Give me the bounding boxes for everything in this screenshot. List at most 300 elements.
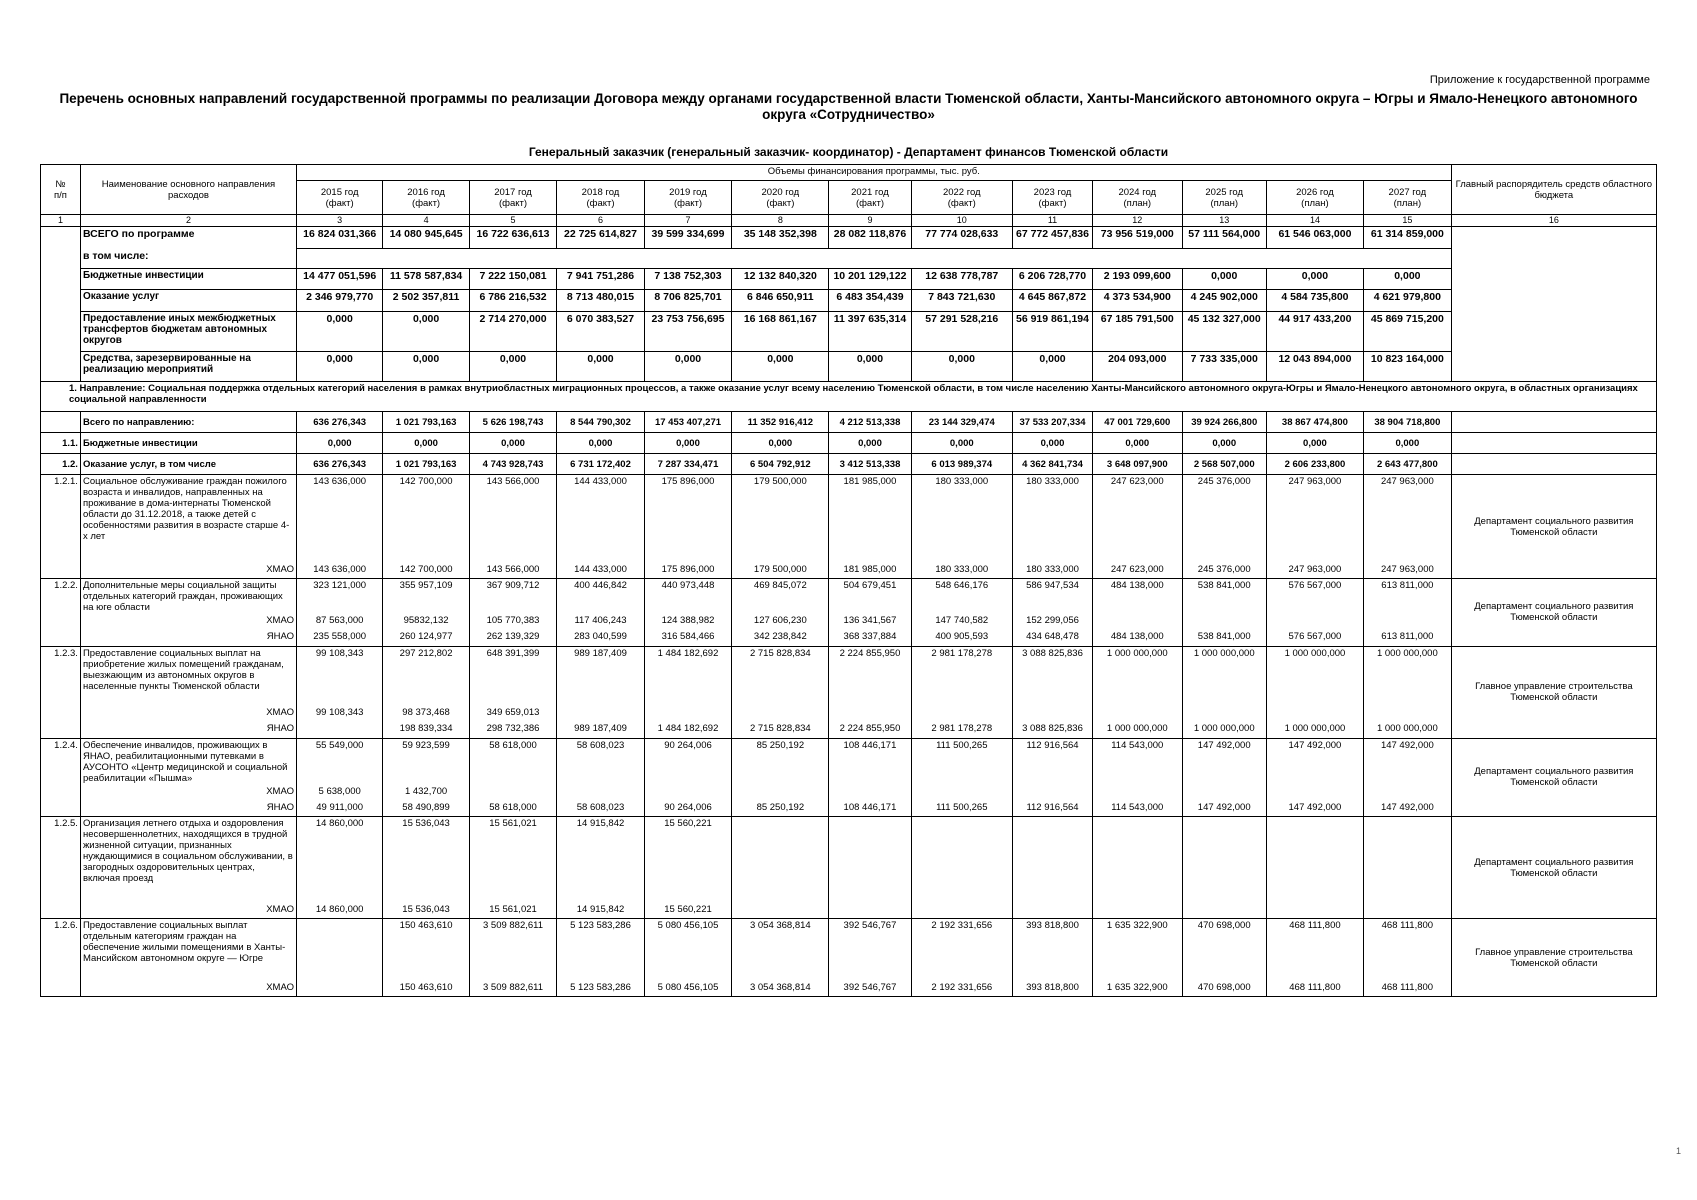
- value-cell: 61 546 063,000: [1266, 227, 1363, 249]
- value-cell: 3 054 368,814: [732, 981, 829, 997]
- value-cell: 2 193 099,600: [1092, 269, 1182, 290]
- value-cell: [1182, 903, 1266, 919]
- value-cell: [557, 706, 644, 722]
- manager-cell: Департамент социального развития Тюменской области: [1451, 817, 1656, 919]
- including-row: [41, 249, 1657, 269]
- item-name: Предоставление социальных выплат отдельным категориям граждан на обеспечение жилыми помещениями в Ханты-Мансийском автономном округе — Югре: [80, 919, 296, 981]
- value-cell: 0,000: [469, 352, 556, 382]
- direction-heading-row: [41, 382, 1657, 412]
- item-number: 1.2.2.: [41, 579, 81, 647]
- value-cell: 4 245 902,000: [1182, 290, 1266, 312]
- value-cell: 114 543,000: [1092, 801, 1182, 817]
- region-row: [41, 801, 1657, 817]
- value-cell: [1266, 903, 1363, 919]
- item-number: 1.2.4.: [41, 738, 81, 817]
- value-cell: 143 636,000: [296, 563, 382, 579]
- value-cell: 143 636,000: [296, 475, 382, 563]
- item-name: Организация летнего отдыха и оздоровления несовершеннолетних, находящихся в трудной жизненной ситуации, признанных нуждающимися в социальном обслуживании, в загородных оздоровительных центрах, включая проезд: [80, 817, 296, 903]
- year-header: 2016 год (факт): [383, 181, 469, 215]
- value-cell: 7 843 721,630: [911, 290, 1013, 312]
- value-cell: 112 916,564: [1013, 738, 1093, 785]
- column-number: 6: [557, 215, 644, 227]
- value-cell: 2 643 477,800: [1364, 454, 1452, 475]
- item-row: [41, 475, 1657, 563]
- value-cell: 38 867 474,800: [1266, 412, 1363, 433]
- value-cell: 2 714 270,000: [469, 312, 556, 352]
- region-label: ХМАО: [80, 563, 296, 579]
- table-body: [41, 165, 1657, 997]
- value-cell: 15 561,021: [469, 903, 556, 919]
- value-cell: [911, 785, 1013, 801]
- value-cell: 23 144 329,474: [911, 412, 1013, 433]
- value-cell: 3 412 513,338: [829, 454, 911, 475]
- column-number: 1: [41, 215, 81, 227]
- value-cell: 150 463,610: [383, 919, 469, 981]
- value-cell: 6 786 216,532: [469, 290, 556, 312]
- value-cell: 147 492,000: [1182, 738, 1266, 785]
- total-row: [41, 227, 1657, 249]
- year-header: 2025 год (план): [1182, 181, 1266, 215]
- value-cell: 484 138,000: [1092, 630, 1182, 646]
- value-cell: 1 635 322,900: [1092, 981, 1182, 997]
- value-cell: [1364, 706, 1452, 722]
- value-cell: 5 080 456,105: [644, 919, 731, 981]
- value-cell: 150 463,610: [383, 981, 469, 997]
- header-name: Наименование основного направления расходов: [80, 165, 296, 215]
- manager-cell: Департамент социального развития Тюменской области: [1451, 738, 1656, 817]
- column-number: 3: [296, 215, 382, 227]
- item-name: Социальное обслуживание граждан пожилого возраста и инвалидов, направленных на проживание в дома-интернаты Тюменской области до 31.12.2018, а также детей с особенностями развития в возрасте старше 4-х лет: [80, 475, 296, 563]
- value-cell: 648 391,399: [469, 646, 556, 706]
- value-cell: 4 743 928,743: [469, 454, 556, 475]
- value-cell: 2 715 828,834: [732, 722, 829, 738]
- empty-cell: [296, 249, 1451, 269]
- value-cell: 0,000: [296, 312, 382, 352]
- value-cell: [644, 706, 731, 722]
- totals-label: Средства, зарезервированные на реализацию мероприятий: [80, 352, 296, 382]
- value-cell: 5 123 583,286: [557, 981, 644, 997]
- value-cell: 0,000: [732, 352, 829, 382]
- value-cell: 0,000: [1182, 433, 1266, 454]
- total-manager-cell: [1451, 227, 1656, 382]
- year-header: 2020 год (факт): [732, 181, 829, 215]
- value-cell: 0,000: [557, 352, 644, 382]
- region-row: [41, 785, 1657, 801]
- value-cell: 440 973,448: [644, 579, 731, 615]
- year-header: 2024 год (план): [1092, 181, 1182, 215]
- region-label: ХМАО: [80, 903, 296, 919]
- value-cell: 22 725 614,827: [557, 227, 644, 249]
- value-cell: 58 490,899: [383, 801, 469, 817]
- totals-row: [41, 269, 1657, 290]
- value-cell: 147 492,000: [1266, 738, 1363, 785]
- item-row: [41, 579, 1657, 615]
- value-cell: [732, 706, 829, 722]
- value-cell: 111 500,265: [911, 738, 1013, 785]
- item-row: [41, 738, 1657, 785]
- column-number: 14: [1266, 215, 1363, 227]
- value-cell: 0,000: [644, 352, 731, 382]
- column-number: 8: [732, 215, 829, 227]
- value-cell: 44 917 433,200: [1266, 312, 1363, 352]
- value-cell: [1364, 785, 1452, 801]
- value-cell: 16 722 636,613: [469, 227, 556, 249]
- value-cell: 297 212,802: [383, 646, 469, 706]
- value-cell: 8 713 480,015: [557, 290, 644, 312]
- value-cell: [829, 903, 911, 919]
- value-cell: 12 043 894,000: [1266, 352, 1363, 382]
- empty-cell: [41, 412, 81, 433]
- item-row: [41, 817, 1657, 903]
- value-cell: 504 679,451: [829, 579, 911, 615]
- value-cell: 58 608,023: [557, 738, 644, 785]
- total-label: ВСЕГО по программе: [80, 227, 296, 249]
- value-cell: 470 698,000: [1182, 981, 1266, 997]
- value-cell: 0,000: [1092, 433, 1182, 454]
- column-number: 16: [1451, 215, 1656, 227]
- value-cell: 468 111,800: [1364, 919, 1452, 981]
- value-cell: 393 818,800: [1013, 919, 1093, 981]
- value-cell: 108 446,171: [829, 801, 911, 817]
- direction-total-label: Всего по направлению:: [80, 412, 296, 433]
- value-cell: 181 985,000: [829, 563, 911, 579]
- year-header: 2015 год (факт): [296, 181, 382, 215]
- value-cell: 85 250,192: [732, 738, 829, 785]
- value-cell: 0,000: [1266, 433, 1363, 454]
- value-cell: 468 111,800: [1364, 981, 1452, 997]
- value-cell: 0,000: [1364, 433, 1452, 454]
- value-cell: 14 860,000: [296, 817, 382, 903]
- value-cell: 11 352 916,412: [732, 412, 829, 433]
- value-cell: 147 492,000: [1364, 801, 1452, 817]
- value-cell: 59 923,599: [383, 738, 469, 785]
- value-cell: 3 088 825,836: [1013, 646, 1093, 706]
- value-cell: 3 509 882,611: [469, 981, 556, 997]
- value-cell: [1266, 785, 1363, 801]
- value-cell: 392 546,767: [829, 919, 911, 981]
- value-cell: [911, 903, 1013, 919]
- value-cell: 2 192 331,656: [911, 981, 1013, 997]
- value-cell: 12 638 778,787: [911, 269, 1013, 290]
- value-cell: 468 111,800: [1266, 919, 1363, 981]
- value-cell: [1364, 817, 1452, 903]
- value-cell: 179 500,000: [732, 475, 829, 563]
- value-cell: 10 201 129,122: [829, 269, 911, 290]
- value-cell: 144 433,000: [557, 563, 644, 579]
- value-cell: 180 333,000: [911, 563, 1013, 579]
- value-cell: 262 139,329: [469, 630, 556, 646]
- value-cell: 470 698,000: [1182, 919, 1266, 981]
- value-cell: 636 276,343: [296, 454, 382, 475]
- value-cell: 14 080 945,645: [383, 227, 469, 249]
- totals-row: [41, 290, 1657, 312]
- row-number: 1.1.: [41, 433, 81, 454]
- value-cell: 434 648,478: [1013, 630, 1093, 646]
- value-cell: 14 477 051,596: [296, 269, 382, 290]
- region-row: [41, 722, 1657, 738]
- value-cell: 0,000: [469, 433, 556, 454]
- value-cell: 2 502 357,811: [383, 290, 469, 312]
- value-cell: [1013, 706, 1093, 722]
- value-cell: 147 492,000: [1364, 738, 1452, 785]
- value-cell: 245 376,000: [1182, 563, 1266, 579]
- empty-cell: [1451, 412, 1656, 433]
- value-cell: 39 599 334,699: [644, 227, 731, 249]
- value-cell: 4 212 513,338: [829, 412, 911, 433]
- value-cell: 368 337,884: [829, 630, 911, 646]
- value-cell: 37 533 207,334: [1013, 412, 1093, 433]
- value-cell: 12 132 840,320: [732, 269, 829, 290]
- value-cell: 7 287 334,471: [644, 454, 731, 475]
- value-cell: [732, 903, 829, 919]
- value-cell: 0,000: [1364, 269, 1452, 290]
- value-cell: [1182, 614, 1266, 630]
- region-label: ЯНАО: [80, 722, 296, 738]
- value-cell: 5 638,000: [296, 785, 382, 801]
- value-cell: 87 563,000: [296, 614, 382, 630]
- row-number: 1.2.: [41, 454, 81, 475]
- value-cell: 2 224 855,950: [829, 646, 911, 706]
- region-row: [41, 706, 1657, 722]
- value-cell: 11 397 635,314: [829, 312, 911, 352]
- manager-cell: Главное управление строительства Тюменской области: [1451, 919, 1656, 997]
- item-name: Дополнительные меры социальной защиты отдельных категорий граждан, проживающих на юге области: [80, 579, 296, 615]
- value-cell: [1013, 817, 1093, 903]
- value-cell: 35 148 352,398: [732, 227, 829, 249]
- value-cell: 39 924 266,800: [1182, 412, 1266, 433]
- value-cell: 10 823 164,000: [1364, 352, 1452, 382]
- value-cell: 7 138 752,303: [644, 269, 731, 290]
- region-label: ХМАО: [80, 614, 296, 630]
- value-cell: [296, 722, 382, 738]
- manager-cell: Департамент социального развития Тюменской области: [1451, 579, 1656, 647]
- financing-table: [40, 164, 1657, 997]
- value-cell: 6 504 792,912: [732, 454, 829, 475]
- value-cell: 6 013 989,374: [911, 454, 1013, 475]
- direction-total-row: [41, 412, 1657, 433]
- value-cell: 0,000: [296, 433, 382, 454]
- value-cell: 142 700,000: [383, 475, 469, 563]
- header-manager: Главный распорядитель средств областного бюджета: [1451, 165, 1656, 215]
- column-number: 11: [1013, 215, 1093, 227]
- value-cell: [732, 817, 829, 903]
- value-cell: 4 373 534,900: [1092, 290, 1182, 312]
- row-label: Оказание услуг, в том числе: [80, 454, 296, 475]
- value-cell: 14 915,842: [557, 903, 644, 919]
- value-cell: 8 706 825,701: [644, 290, 731, 312]
- region-row: [41, 981, 1657, 997]
- value-cell: 58 618,000: [469, 738, 556, 785]
- value-cell: 0,000: [383, 433, 469, 454]
- value-cell: 2 346 979,770: [296, 290, 382, 312]
- value-cell: 1 000 000,000: [1092, 646, 1182, 706]
- value-cell: 576 567,000: [1266, 630, 1363, 646]
- value-cell: 204 093,000: [1092, 352, 1182, 382]
- value-cell: 235 558,000: [296, 630, 382, 646]
- value-cell: [1182, 706, 1266, 722]
- value-cell: 99 108,343: [296, 646, 382, 706]
- value-cell: 0,000: [1266, 269, 1363, 290]
- value-cell: 613 811,000: [1364, 579, 1452, 615]
- value-cell: 0,000: [829, 352, 911, 382]
- value-cell: 1 000 000,000: [1266, 646, 1363, 706]
- value-cell: 73 956 519,000: [1092, 227, 1182, 249]
- region-label: ЯНАО: [80, 630, 296, 646]
- value-cell: 3 648 097,900: [1092, 454, 1182, 475]
- value-cell: 400 446,842: [557, 579, 644, 615]
- region-row: [41, 630, 1657, 646]
- totals-label: Оказание услуг: [80, 290, 296, 312]
- value-cell: 576 567,000: [1266, 579, 1363, 615]
- totals-label: Предоставление иных межбюджетных трансфертов бюджетам автономных округов: [80, 312, 296, 352]
- value-cell: 58 618,000: [469, 801, 556, 817]
- region-row: [41, 563, 1657, 579]
- value-cell: 15 536,043: [383, 817, 469, 903]
- value-cell: [1092, 614, 1182, 630]
- value-cell: 989 187,409: [557, 722, 644, 738]
- value-cell: 180 333,000: [911, 475, 1013, 563]
- value-cell: 28 082 118,876: [829, 227, 911, 249]
- item-number: 1.2.1.: [41, 475, 81, 579]
- value-cell: 0,000: [383, 312, 469, 352]
- value-cell: 117 406,243: [557, 614, 644, 630]
- column-number: 4: [383, 215, 469, 227]
- value-cell: [829, 785, 911, 801]
- year-header: 2018 год (факт): [557, 181, 644, 215]
- value-cell: 45 869 715,200: [1364, 312, 1452, 352]
- value-cell: 2 715 828,834: [732, 646, 829, 706]
- value-cell: 6 846 650,911: [732, 290, 829, 312]
- value-cell: 142 700,000: [383, 563, 469, 579]
- column-numbers-row: [41, 215, 1657, 227]
- value-cell: [1182, 817, 1266, 903]
- value-cell: 105 770,383: [469, 614, 556, 630]
- value-cell: 247 623,000: [1092, 563, 1182, 579]
- value-cell: 538 841,000: [1182, 630, 1266, 646]
- value-cell: [1092, 785, 1182, 801]
- value-cell: 548 646,176: [911, 579, 1013, 615]
- totals-row: [41, 352, 1657, 382]
- value-cell: 538 841,000: [1182, 579, 1266, 615]
- value-cell: 392 546,767: [829, 981, 911, 997]
- value-cell: 2 192 331,656: [911, 919, 1013, 981]
- value-cell: [1092, 817, 1182, 903]
- value-cell: 143 566,000: [469, 475, 556, 563]
- value-cell: 147 492,000: [1182, 801, 1266, 817]
- value-cell: 67 185 791,500: [1092, 312, 1182, 352]
- value-cell: 2 981 178,278: [911, 646, 1013, 706]
- value-cell: 349 659,013: [469, 706, 556, 722]
- value-cell: 2 568 507,000: [1182, 454, 1266, 475]
- value-cell: 143 566,000: [469, 563, 556, 579]
- value-cell: 245 376,000: [1182, 475, 1266, 563]
- value-cell: 136 341,567: [829, 614, 911, 630]
- value-cell: 15 560,221: [644, 817, 731, 903]
- column-number: 13: [1182, 215, 1266, 227]
- value-cell: 85 250,192: [732, 801, 829, 817]
- region-row: [41, 903, 1657, 919]
- value-cell: 4 621 979,800: [1364, 290, 1452, 312]
- empty-cell: [1451, 454, 1656, 475]
- value-cell: 586 947,534: [1013, 579, 1093, 615]
- value-cell: 23 753 756,695: [644, 312, 731, 352]
- value-cell: 61 314 859,000: [1364, 227, 1452, 249]
- year-header: 2017 год (факт): [469, 181, 556, 215]
- value-cell: 175 896,000: [644, 563, 731, 579]
- value-cell: 144 433,000: [557, 475, 644, 563]
- value-cell: 355 957,109: [383, 579, 469, 615]
- value-cell: 484 138,000: [1092, 579, 1182, 615]
- value-cell: [911, 817, 1013, 903]
- region-label: ЯНАО: [80, 801, 296, 817]
- year-header: 2019 год (факт): [644, 181, 731, 215]
- value-cell: 1 484 182,692: [644, 646, 731, 706]
- document-title: Перечень основных направлений государственной программы по реализации Договора между органами государственной власти Тюменской области, Ханты-Мансийского автономного округа – Югры и Ямало-Ненецкого автономного округа «Сотрудничество»: [59, 91, 1638, 122]
- value-cell: 0,000: [644, 433, 731, 454]
- column-number: 7: [644, 215, 731, 227]
- value-cell: [1364, 614, 1452, 630]
- value-cell: 4 645 867,872: [1013, 290, 1093, 312]
- item-number: 1.2.5.: [41, 817, 81, 919]
- value-cell: [1266, 706, 1363, 722]
- region-label: ХМАО: [80, 981, 296, 997]
- value-cell: 181 985,000: [829, 475, 911, 563]
- value-cell: 16 824 031,366: [296, 227, 382, 249]
- header-num: № п/п: [41, 165, 81, 215]
- value-cell: 6 070 383,527: [557, 312, 644, 352]
- value-cell: 1 484 182,692: [644, 722, 731, 738]
- value-cell: 180 333,000: [1013, 563, 1093, 579]
- value-cell: [911, 706, 1013, 722]
- value-cell: [829, 817, 911, 903]
- value-cell: 15 560,221: [644, 903, 731, 919]
- value-cell: 112 916,564: [1013, 801, 1093, 817]
- value-cell: 5 080 456,105: [644, 981, 731, 997]
- value-cell: 58 608,023: [557, 801, 644, 817]
- value-cell: [469, 785, 556, 801]
- value-cell: 342 238,842: [732, 630, 829, 646]
- value-cell: 108 446,171: [829, 738, 911, 785]
- value-cell: 1 021 793,163: [383, 412, 469, 433]
- value-cell: 14 860,000: [296, 903, 382, 919]
- value-cell: 98 373,468: [383, 706, 469, 722]
- year-header: 2021 год (факт): [829, 181, 911, 215]
- including-label: в том числе:: [80, 249, 296, 269]
- value-cell: [557, 785, 644, 801]
- value-cell: [1013, 785, 1093, 801]
- value-cell: 7 733 335,000: [1182, 352, 1266, 382]
- value-cell: 8 544 790,302: [557, 412, 644, 433]
- value-cell: [1013, 903, 1093, 919]
- value-cell: [1266, 614, 1363, 630]
- page-number: 1: [1675, 1146, 1681, 1156]
- value-cell: [1092, 706, 1182, 722]
- value-cell: 147 740,582: [911, 614, 1013, 630]
- value-cell: 0,000: [383, 352, 469, 382]
- year-header: 2026 год (план): [1266, 181, 1363, 215]
- value-cell: 4 584 735,800: [1266, 290, 1363, 312]
- value-cell: 77 774 028,633: [911, 227, 1013, 249]
- appendix-note: Приложение к государственной программе: [1429, 74, 1650, 86]
- value-cell: 367 909,712: [469, 579, 556, 615]
- total-num-cell: [41, 227, 81, 382]
- item-name: Предоставление социальных выплат на приобретение жилых помещений гражданам, выезжающим из автономных округов в населенные пункты Тюменской области: [80, 646, 296, 706]
- manager-cell: Департамент социального развития Тюменской области: [1451, 475, 1656, 579]
- value-cell: 0,000: [829, 433, 911, 454]
- column-number: 12: [1092, 215, 1182, 227]
- item-name: Обеспечение инвалидов, проживающих в ЯНАО, реабилитационными путевками в АУСОНТО «Центр медицинской и социальной реабилитации «Пышма»: [80, 738, 296, 785]
- value-cell: 0,000: [1182, 269, 1266, 290]
